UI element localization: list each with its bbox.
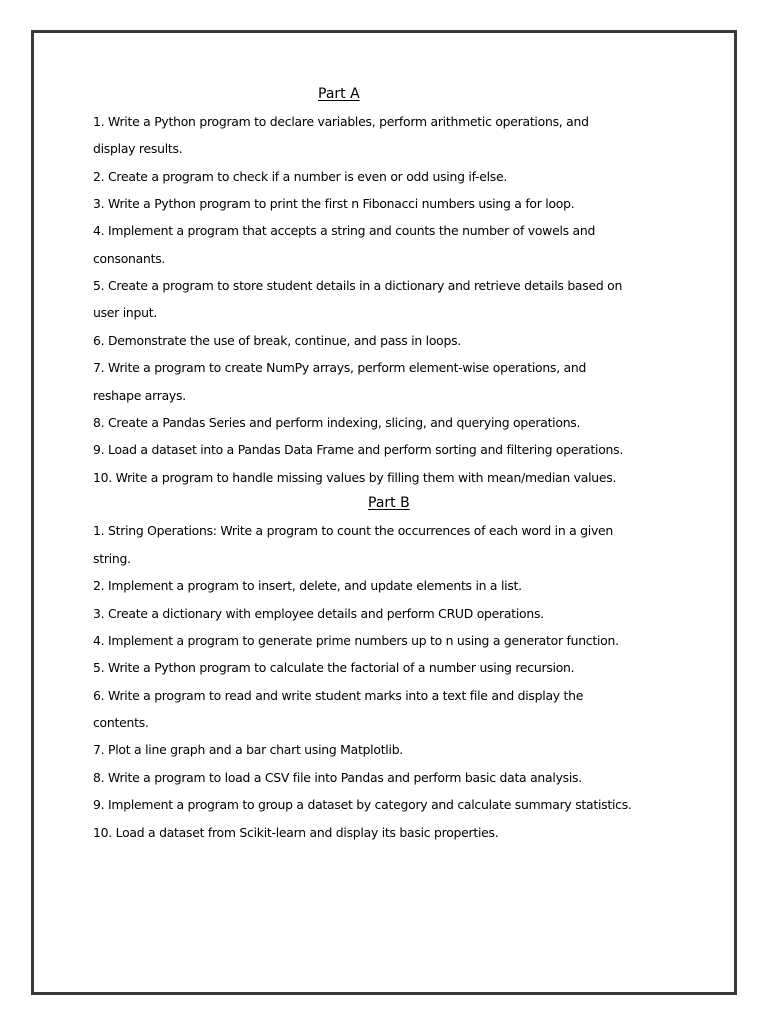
part-b-line: 5. Write a Python program to calculate the factorial of a number using recursion. (93, 660, 575, 675)
part-b-line: 1. String Operations: Write a program to count the occurrences of each word in a given (93, 523, 614, 538)
part-b-line: 4. Implement a program to generate prime numbers up to n using a generator function. (93, 633, 619, 648)
part-b-line: contents. (93, 715, 149, 730)
part-a-heading: Part A (318, 86, 360, 102)
part-b-line: string. (93, 551, 131, 566)
part-b-line: 8. Write a program to load a CSV file into Pandas and perform basic data analysis. (93, 770, 582, 785)
part-b-line: 10. Load a dataset from Scikit-learn and display its basic properties. (93, 825, 499, 840)
part-a-line: 4. Implement a program that accepts a string and counts the number of vowels and (93, 223, 596, 238)
part-b-line: 9. Implement a program to group a dataset by category and calculate summary statistics. (93, 797, 632, 812)
part-a-line: 3. Write a Python program to print the first n Fibonacci numbers using a for loop. (93, 196, 575, 211)
part-a-line: 9. Load a dataset into a Pandas Data Frame and perform sorting and filtering operations. (93, 442, 624, 457)
part-a-line: 7. Write a program to create NumPy arrays, perform element-wise operations, and (93, 360, 587, 375)
part-b-line: 3. Create a dictionary with employee details and perform CRUD operations. (93, 606, 544, 621)
part-b-line: 7. Plot a line graph and a bar chart using Matplotlib. (93, 742, 403, 757)
part-a-line: reshape arrays. (93, 388, 186, 403)
part-a-line: 1. Write a Python program to declare variables, perform arithmetic operations, and (93, 114, 589, 129)
part-a-line: consonants. (93, 251, 166, 266)
part-a-line: 2. Create a program to check if a number is even or odd using if-else. (93, 169, 508, 184)
part-a-line: user input. (93, 305, 158, 320)
part-a-line: 5. Create a program to store student details in a dictionary and retrieve details based on (93, 278, 623, 293)
part-a-line: 6. Demonstrate the use of break, continue, and pass in loops. (93, 333, 461, 348)
part-b-line: 2. Implement a program to insert, delete, and update elements in a list. (93, 578, 522, 593)
part-b-heading: Part B (368, 495, 410, 511)
part-a-line: display results. (93, 141, 183, 156)
part-a-line: 8. Create a Pandas Series and perform indexing, slicing, and querying operations. (93, 415, 581, 430)
part-a-line: 10. Write a program to handle missing values by filling them with mean/median values. (93, 470, 617, 485)
part-b-line: 6. Write a program to read and write student marks into a text file and display the (93, 688, 584, 703)
